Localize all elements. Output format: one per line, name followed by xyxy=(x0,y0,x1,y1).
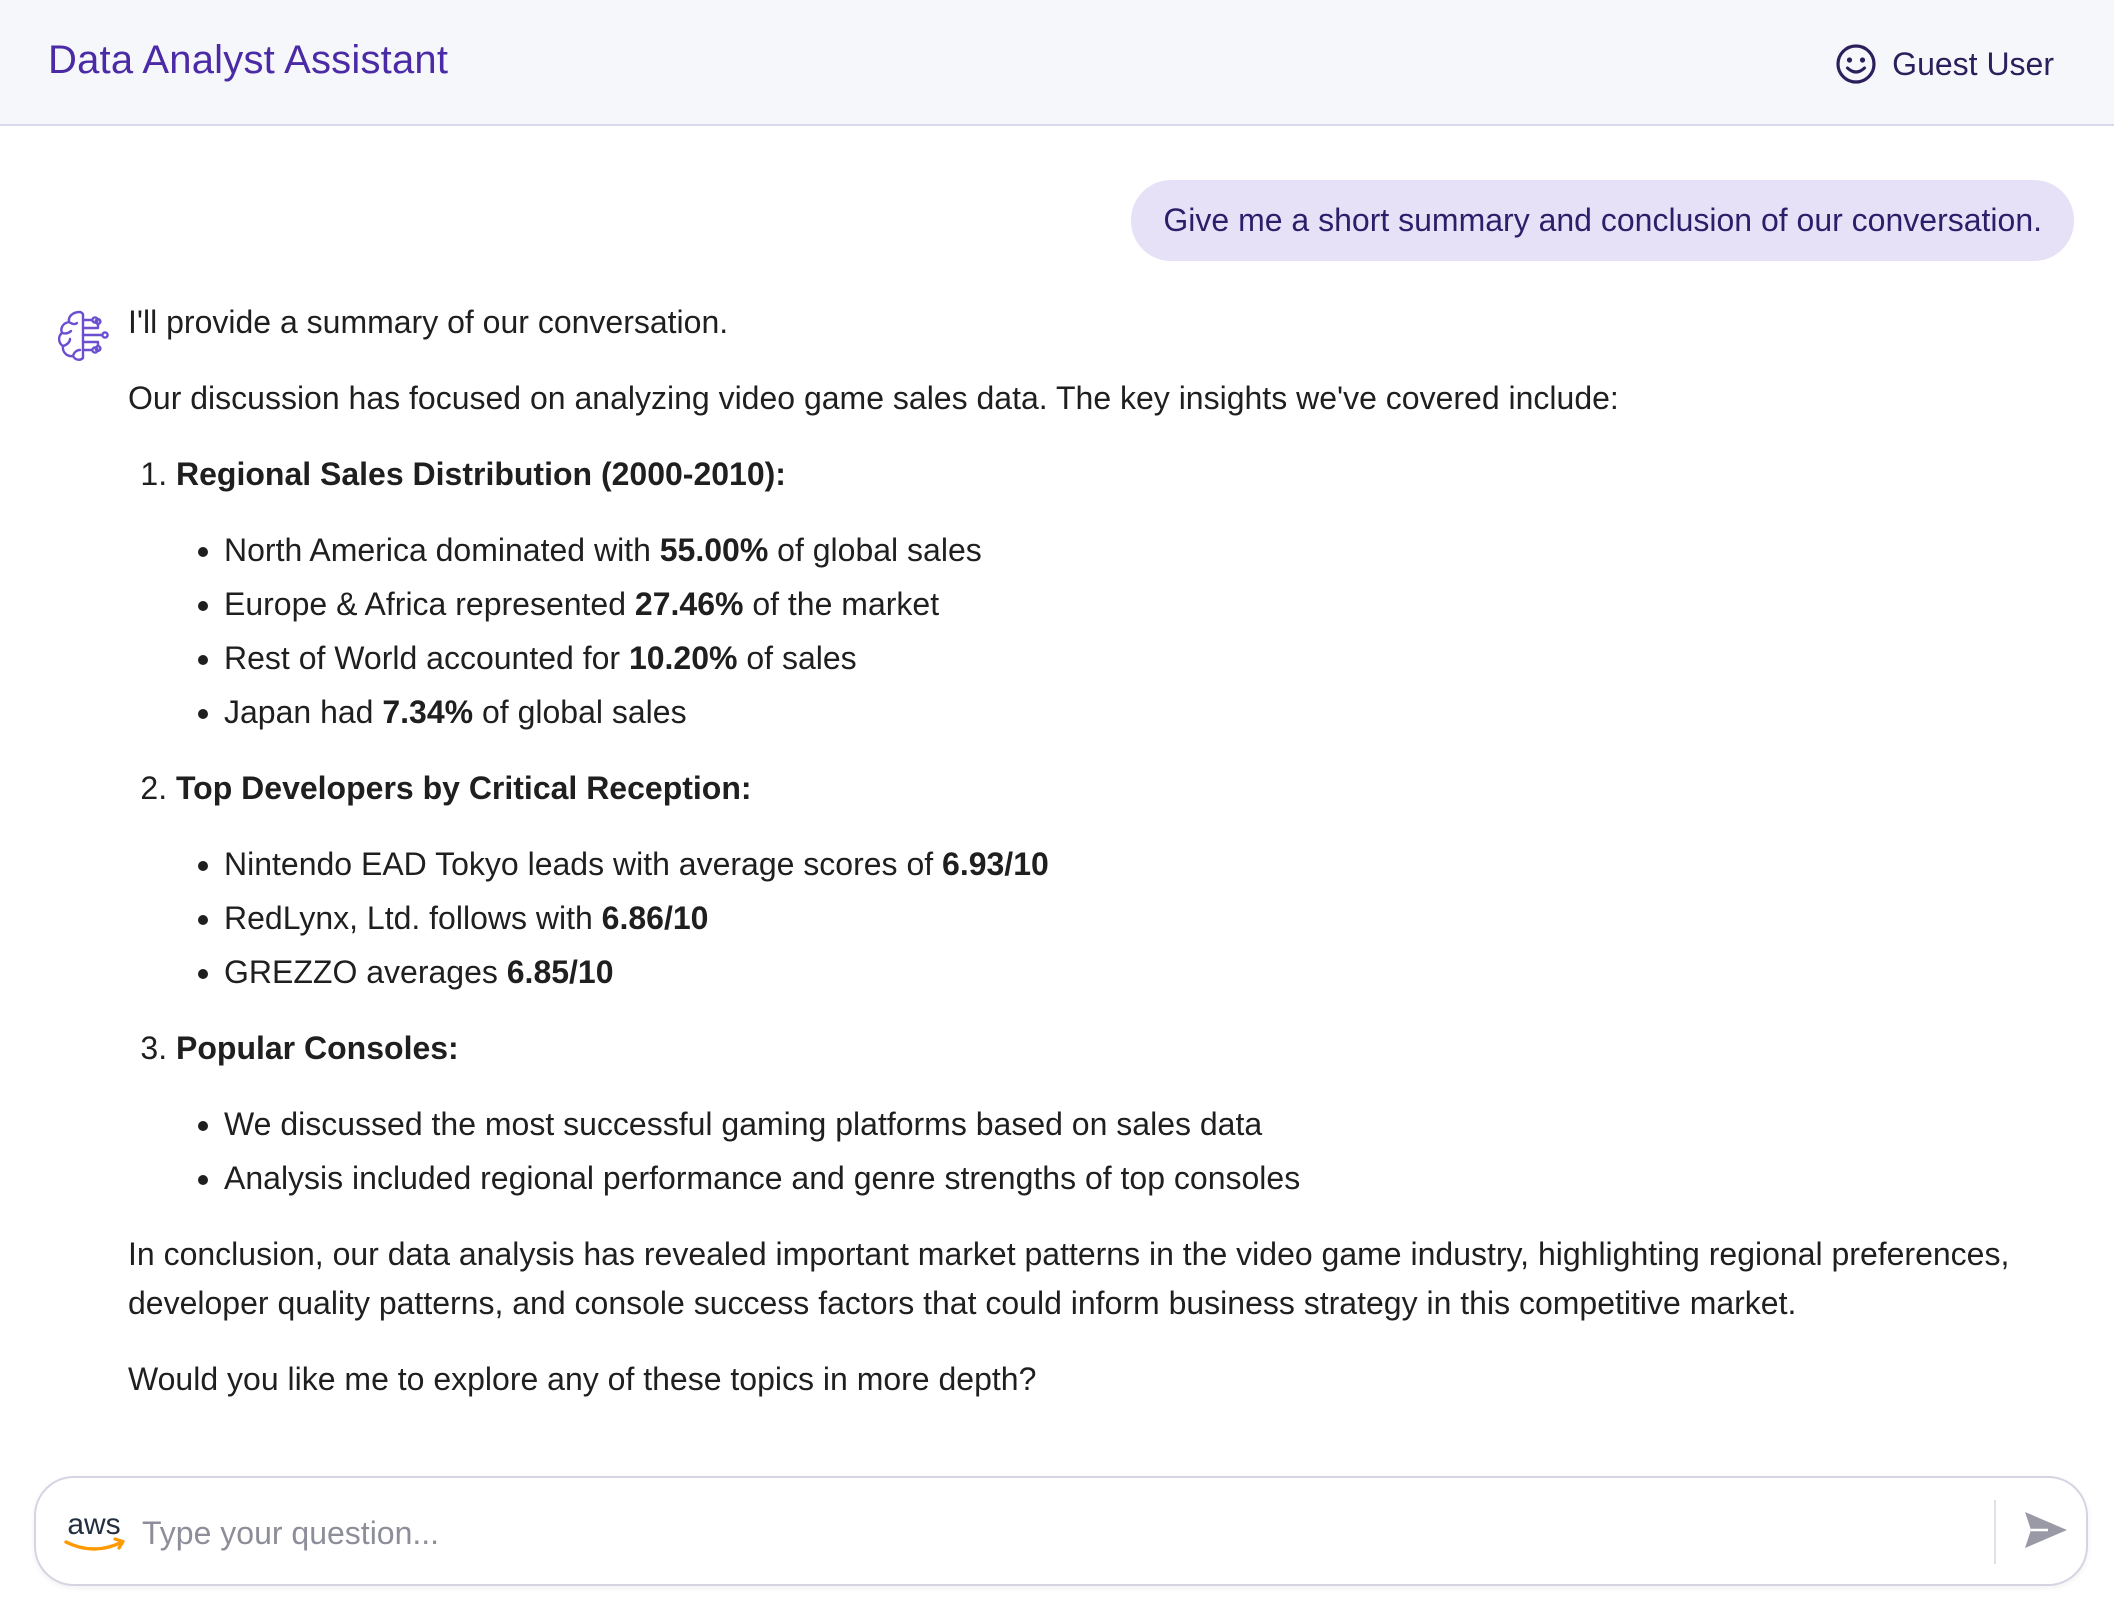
svg-text:aws: aws xyxy=(67,1508,121,1541)
insight-section xyxy=(176,764,2058,997)
ai-brain-icon xyxy=(52,304,114,366)
list-item: • Europe & Africa represented 27.46% of the market xyxy=(224,580,2058,629)
list-item: • We discussed the most successful gaming platforms based on sales data xyxy=(224,1100,2058,1149)
app-title: Data Analyst Assistant xyxy=(48,38,449,82)
list-item: • Rest of World accounted for 10.20% of sales xyxy=(224,634,2058,683)
window-edge xyxy=(2114,0,2124,1608)
list-item: • Analysis included regional performance and genre strengths of top consoles xyxy=(224,1154,2058,1203)
bullet-list xyxy=(176,840,2058,997)
send-arrow-icon xyxy=(2022,1508,2070,1557)
section-title: Top Developers by Critical Reception: xyxy=(176,770,752,806)
assistant-lead: Our discussion has focused on analyzing video game sales data. The key insights we've covered include: xyxy=(128,380,1619,416)
assistant-message xyxy=(128,298,2058,1431)
user-menu[interactable] xyxy=(1834,40,2054,88)
list-item: • GREZZO averages 6.85/10 xyxy=(224,948,2058,997)
user-name: Guest User xyxy=(1892,45,2054,82)
list-item: • Nintendo EAD Tokyo leads with average scores of 6.93/10 xyxy=(224,840,2058,889)
insight-section xyxy=(176,450,2058,737)
insights-list xyxy=(128,450,2058,1203)
header-bar xyxy=(0,0,2124,126)
user-message-bubble: Give me a short summary and conclusion of our conversation. xyxy=(1131,180,2074,261)
input-divider xyxy=(1994,1500,1996,1564)
assistant-followup: Would you like me to explore any of these topics in more depth? xyxy=(128,1361,1037,1397)
assistant-intro: I'll provide a summary of our conversation. xyxy=(128,304,729,340)
question-input[interactable] xyxy=(140,1502,2004,1564)
send-button[interactable] xyxy=(2010,1498,2082,1566)
assistant-conclusion: In conclusion, our data analysis has revealed important market patterns in the video game industry, highlighting regional preferences, developer quality patterns, and console success factors that could inform business strategy in this competitive market. xyxy=(128,1236,2010,1321)
bullet-list xyxy=(176,1100,2058,1203)
bullet-list xyxy=(176,526,2058,737)
chat-area[interactable] xyxy=(0,126,2124,1446)
section-title: Popular Consoles: xyxy=(176,1030,459,1066)
chat-input-bar xyxy=(34,1476,2088,1586)
insight-section xyxy=(176,1024,2058,1203)
list-item: • Japan had 7.34% of global sales xyxy=(224,688,2058,737)
aws-logo-icon xyxy=(58,1506,132,1558)
smiley-face-icon xyxy=(1834,42,1878,86)
section-title: Regional Sales Distribution (2000-2010): xyxy=(176,456,786,492)
list-item: • North America dominated with 55.00% of global sales xyxy=(224,526,2058,575)
list-item: • RedLynx, Ltd. follows with 6.86/10 xyxy=(224,894,2058,943)
